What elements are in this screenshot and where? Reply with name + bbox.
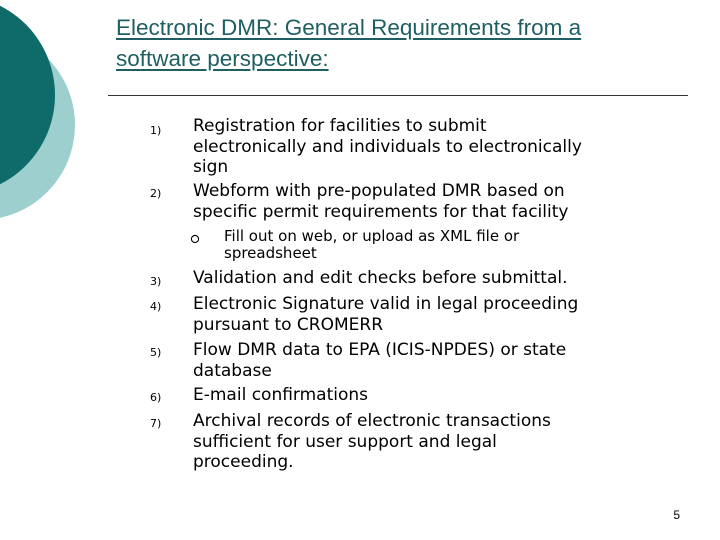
list-item-1 — [193, 116, 683, 178]
item-number-4: 4) — [150, 300, 162, 313]
list-item-5 — [193, 340, 683, 381]
list-item-6 — [193, 385, 683, 406]
item-5-line-2: database — [193, 360, 272, 381]
title-line-1: Electronic DMR: General Requirements from a — [116, 15, 582, 40]
item-number-1: 1) — [150, 124, 162, 137]
list-item-2 — [193, 181, 683, 222]
item-2-line-1: Webform with pre-populated DMR based on — [193, 181, 565, 201]
title-divider — [108, 95, 688, 96]
item-1-line-3: sign — [193, 157, 229, 177]
title-line-2: software perspective: — [116, 46, 329, 71]
item-7-line-1: Archival records of electronic transactions — [193, 411, 551, 431]
sub-item-line-2: spreadsheet — [224, 244, 317, 262]
sub-item-line-1: Fill out on web, or upload as XML file or — [224, 227, 520, 245]
item-2-line-2: specific permit requirements for that facility — [193, 201, 569, 222]
item-5-line-1: Flow DMR data to EPA (ICIS-NPDES) or state — [193, 340, 567, 360]
item-1-line-1: Registration for facilities to submit — [193, 116, 487, 136]
item-4-line-1: Electronic Signature valid in legal proceeding — [193, 294, 579, 314]
list-item-4 — [193, 294, 683, 335]
item-number-7: 7) — [150, 417, 162, 430]
item-6-line-1: E-mail confirmations — [193, 385, 369, 405]
item-4-line-2: pursuant to CROMERR — [193, 314, 384, 335]
page-number: 5 — [673, 508, 680, 522]
sub-item — [224, 228, 684, 262]
item-7-line-2: sufficient for user support and legal — [193, 431, 497, 452]
item-number-2: 2) — [150, 187, 162, 200]
item-7-line-3: proceeding. — [193, 452, 294, 472]
item-1-line-2: electronically and individuals to electronically — [193, 136, 582, 157]
item-3-line-1: Validation and edit checks before submittal. — [193, 268, 568, 288]
item-number-3: 3) — [150, 275, 162, 288]
list-item-3 — [193, 268, 683, 289]
item-number-5: 5) — [150, 346, 162, 359]
item-number-6: 6) — [150, 391, 162, 404]
hollow-circle-bullet-icon — [190, 234, 200, 244]
slide-title — [116, 12, 696, 74]
decorative-circles — [0, 0, 90, 300]
list-item-7 — [193, 411, 683, 473]
